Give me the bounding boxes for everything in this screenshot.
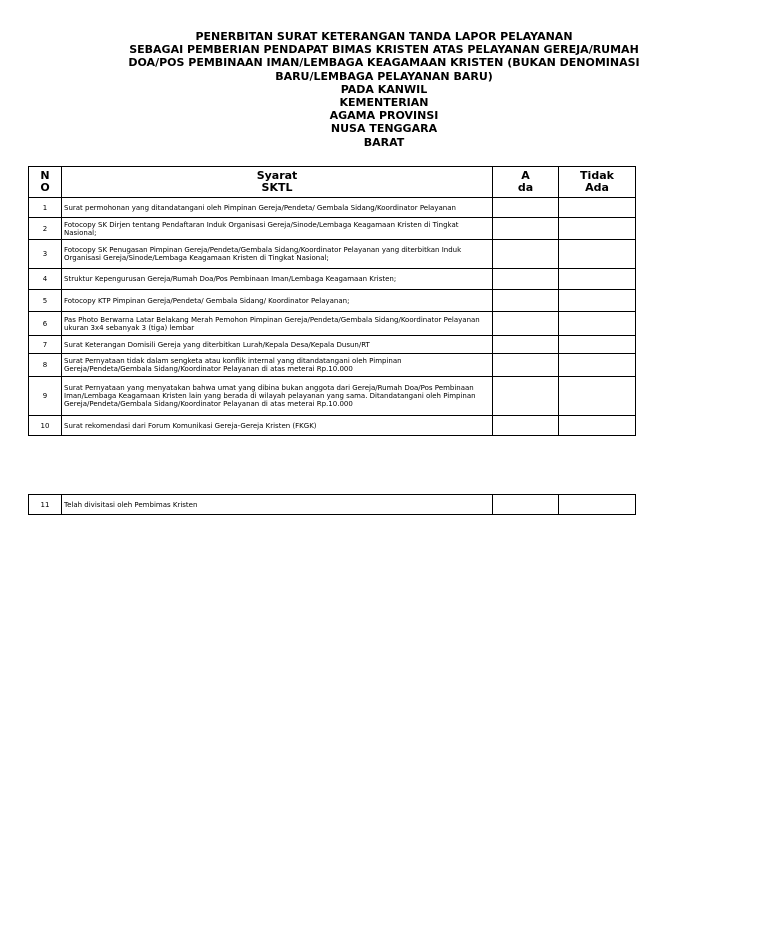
row-requirement: Telah divisitasi oleh Pembimas Kristen (62, 495, 493, 515)
tidak-ada-cell[interactable] (559, 354, 636, 377)
header-ada: A da (493, 167, 559, 198)
header-tidak-ada: Tidak Ada (559, 167, 636, 198)
table-header-row (29, 167, 636, 198)
table-row (29, 218, 636, 240)
row-requirement: Surat permohonan yang ditandatangani oleh Pimpinan Gereja/Pendeta/ Gembala Sidang/Koordinator Pelayanan (62, 198, 493, 218)
tidak-ada-cell[interactable] (559, 269, 636, 290)
row-requirement: Fotocopy SK Dirjen tentang Pendaftaran Induk Organisasi Gereja/Sinode/Lembaga Keagamaan Kristen di Tingkat Nasional; (62, 218, 493, 240)
ada-cell[interactable] (493, 198, 559, 218)
tidak-ada-cell[interactable] (559, 416, 636, 436)
row-number: 6 (29, 312, 62, 336)
tidak-ada-cell[interactable] (559, 218, 636, 240)
row-requirement: Fotocopy KTP Pimpinan Gereja/Pendeta/ Gembala Sidang/ Koordinator Pelayanan; (62, 290, 493, 312)
tidak-ada-cell[interactable] (559, 336, 636, 354)
row-number: 1 (29, 198, 62, 218)
row-number: 9 (29, 377, 62, 416)
row-requirement: Pas Photo Berwarna Latar Belakang Merah Pemohon Pimpinan Gereja/Pendeta/Gembala Sidang/Koordinator Pelayanan ukuran 3x4 sebanyak 3 (tiga) lembar (62, 312, 493, 336)
table-row (29, 354, 636, 377)
header-syarat: Syarat SKTL (62, 167, 493, 198)
ada-cell[interactable] (493, 416, 559, 436)
visitation-table (28, 494, 636, 515)
ada-cell[interactable] (493, 377, 559, 416)
tidak-ada-cell[interactable] (559, 290, 636, 312)
tidak-ada-cell[interactable] (559, 198, 636, 218)
title-line: DOA/POS PEMBINAAN IMAN/LEMBAGA KEAGAMAAN KRISTEN (BUKAN DENOMINASI (128, 56, 640, 70)
tidak-ada-cell[interactable] (559, 495, 636, 515)
ada-cell[interactable] (493, 269, 559, 290)
row-number: 7 (29, 336, 62, 354)
row-number: 11 (29, 495, 62, 515)
ada-cell[interactable] (493, 218, 559, 240)
title-line: BARU/LEMBAGA PELAYANAN BARU) (275, 69, 493, 83)
row-requirement: Surat rekomendasi dari Forum Komunikasi Gereja-Gereja Kristen (FKGK) (62, 416, 493, 436)
header-no: N O (29, 167, 62, 198)
row-number: 10 (29, 416, 62, 436)
title-line: SEBAGAI PEMBERIAN PENDAPAT BIMAS KRISTEN ATAS PELAYANAN GEREJA/RUMAH (129, 43, 639, 57)
row-requirement: Fotocopy SK Penugasan Pimpinan Gereja/Pendeta/Gembala Sidang/Koordinator Pelayanan yang diterbitkan Induk Organisasi Gereja/Sinode/Lembaga Keagamaan Kristen di Tingkat Nasional; (62, 240, 493, 269)
ada-cell[interactable] (493, 312, 559, 336)
table-row (29, 240, 636, 269)
row-number: 4 (29, 269, 62, 290)
row-requirement: Surat Pernyataan tidak dalam sengketa atau konflik internal yang ditandatangani oleh Pimpinan Gereja/Pendeta/Gembala Sidang/Koordinator Pelayanan di atas meterai Rp.10.000 (62, 354, 493, 377)
table-row (29, 290, 636, 312)
table-row (29, 377, 636, 416)
title-line: BARAT (363, 135, 405, 149)
title-line: KEMENTERIAN (339, 96, 429, 110)
ada-cell[interactable] (493, 336, 559, 354)
requirements-table (28, 166, 636, 436)
row-number: 5 (29, 290, 62, 312)
row-requirement: Struktur Kepengurusan Gereja/Rumah Doa/Pos Pembinaan Iman/Lembaga Keagamaan Kristen; (62, 269, 493, 290)
row-number: 2 (29, 218, 62, 240)
title-line: AGAMA PROVINSI (329, 109, 439, 123)
title-line: NUSA TENGGARA (330, 122, 438, 136)
title-line: PADA KANWIL (340, 82, 428, 96)
table-row (29, 416, 636, 436)
table-row (29, 269, 636, 290)
table-row (29, 336, 636, 354)
tidak-ada-cell[interactable] (559, 312, 636, 336)
ada-cell[interactable] (493, 495, 559, 515)
row-requirement: Surat Keterangan Domisili Gereja yang diterbitkan Lurah/Kepala Desa/Kepala Dusun/RT (62, 336, 493, 354)
ada-cell[interactable] (493, 290, 559, 312)
ada-cell[interactable] (493, 354, 559, 377)
title-line: PENERBITAN SURAT KETERANGAN TANDA LAPOR PELAYANAN (195, 30, 573, 43)
table-row (29, 312, 636, 336)
table-row (29, 495, 636, 515)
ada-cell[interactable] (493, 240, 559, 269)
row-number: 3 (29, 240, 62, 269)
table-row (29, 198, 636, 218)
row-requirement: Surat Pernyataan yang menyatakan bahwa umat yang dibina bukan anggota dari Gereja/Rumah Doa/Pos Pembinaan Iman/Lembaga Keagamaan Kristen lain yang berada di wilayah pelayanan yang sama. Ditandatangani oleh Pimpinan Gereja/Pendeta/Gembala Sidang/Koordinator Pelayanan di atas meterai Rp.10.000 (62, 377, 493, 416)
document-title (0, 30, 768, 149)
row-number: 8 (29, 354, 62, 377)
tidak-ada-cell[interactable] (559, 240, 636, 269)
tidak-ada-cell[interactable] (559, 377, 636, 416)
